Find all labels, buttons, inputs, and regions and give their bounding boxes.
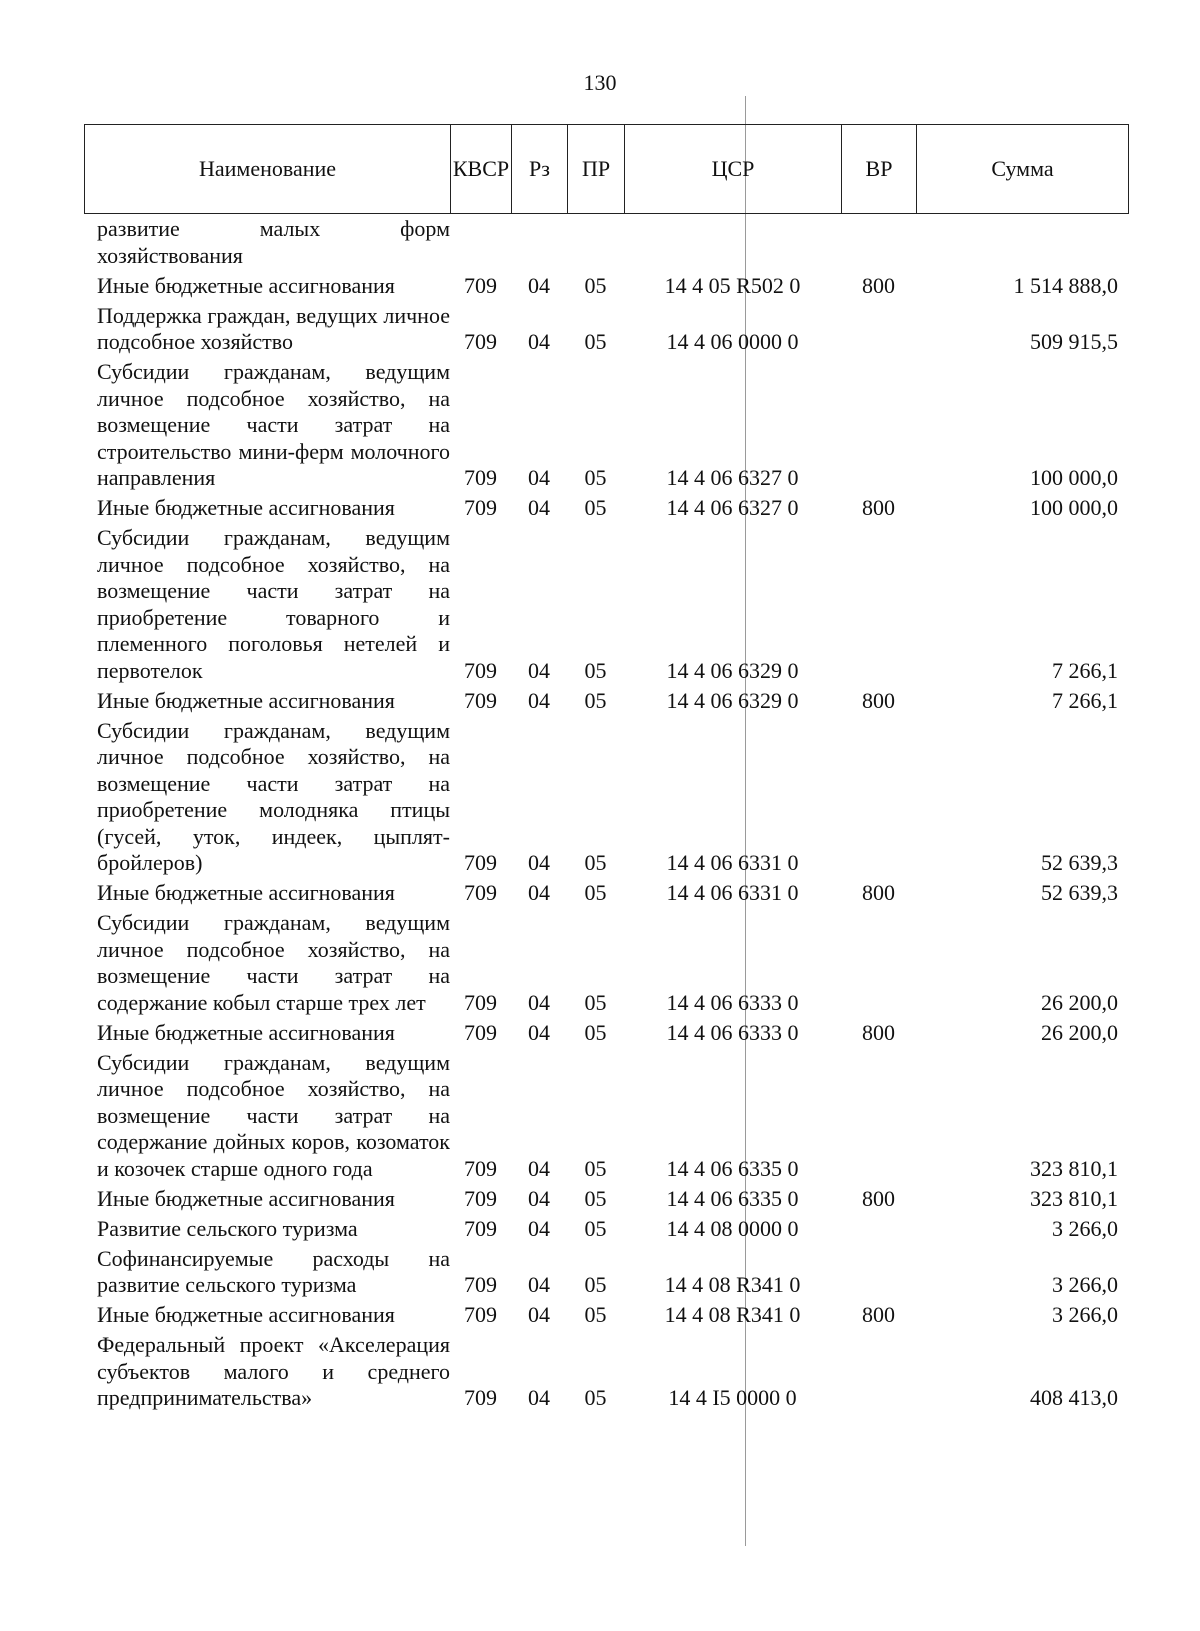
- table-row: [84, 1302, 1128, 1329]
- cell-name: Иные бюджетные ассигнования: [97, 1302, 395, 1327]
- cell-name: Субсидии гражданам, ведущим личное подсобное хозяйство, на возмещение части затрат на приобретение молодняка птицы (гусей, уток, индеек, цыплят-бройлеров): [97, 717, 450, 875]
- table-row: [84, 1246, 1128, 1299]
- cell-name: Развитие сельского туризма: [97, 1215, 358, 1241]
- cell-pr: 05: [584, 880, 607, 905]
- cell-rz: 04: [528, 687, 550, 713]
- cell-rz: 04: [528, 1385, 550, 1410]
- column-header-rz: Рз: [512, 125, 568, 214]
- cell-name: Иные бюджетные ассигнования: [97, 1185, 395, 1211]
- cell-csr: 14 4 08 R341 0: [664, 1302, 801, 1327]
- cell-kvsr: 709: [464, 687, 497, 713]
- cell-sum: 3 266,0: [1052, 1272, 1118, 1297]
- cell-kvsr: 709: [464, 465, 497, 490]
- cell-sum: 3 266,0: [1052, 1302, 1118, 1327]
- cell-pr: 05: [584, 465, 607, 490]
- cell-sum: 52 639,3: [1041, 880, 1118, 905]
- cell-pr: 05: [584, 1272, 607, 1297]
- cell-rz: 04: [528, 1155, 550, 1181]
- cell-pr: 05: [584, 1215, 607, 1241]
- cell-csr: 14 4 I5 0000 0: [668, 1385, 797, 1410]
- cell-csr: 14 4 08 0000 0: [666, 1215, 799, 1241]
- cell-vr: 800: [862, 272, 895, 298]
- table-row: [84, 359, 1128, 492]
- cell-kvsr: 709: [464, 989, 497, 1015]
- table-row: [84, 910, 1128, 1016]
- cell-name: Иные бюджетные ассигнования: [97, 1019, 395, 1045]
- cell-kvsr: 709: [464, 495, 497, 520]
- cell-sum: 26 200,0: [1041, 1019, 1118, 1045]
- table-row: [84, 1050, 1128, 1183]
- table-row: [84, 880, 1128, 907]
- cell-kvsr: 709: [464, 1215, 497, 1241]
- cell-rz: 04: [528, 329, 550, 354]
- cell-sum: 26 200,0: [1041, 989, 1118, 1015]
- cell-sum: 1 514 888,0: [1013, 272, 1118, 298]
- cell-name: Субсидии гражданам, ведущим личное подсобное хозяйство, на возмещение части затрат на строительство мини-ферм молочного направления: [97, 359, 450, 490]
- table-row: [84, 525, 1128, 684]
- cell-kvsr: 709: [464, 880, 497, 905]
- cell-csr: 14 4 06 6329 0: [666, 687, 799, 713]
- cell-sum: 3 266,0: [1052, 1215, 1118, 1241]
- cell-pr: 05: [584, 272, 607, 298]
- cell-csr: 14 4 06 6333 0: [666, 1019, 799, 1045]
- cell-vr: 800: [862, 1302, 895, 1327]
- cell-rz: 04: [528, 880, 550, 905]
- cell-rz: 04: [528, 657, 550, 683]
- cell-name: Федеральный проект «Акселерация субъектов малого и среднего предпринимательства»: [97, 1332, 450, 1410]
- cell-pr: 05: [584, 687, 607, 713]
- table-row: [84, 1186, 1128, 1213]
- cell-rz: 04: [528, 272, 550, 298]
- cell-vr: 800: [862, 495, 895, 520]
- column-header-pr: ПР: [568, 125, 625, 214]
- cell-name: Субсидии гражданам, ведущим личное подсобное хозяйство, на возмещение части затрат на содержание кобыл старше трех лет: [97, 910, 450, 1015]
- cell-vr: 800: [862, 1019, 895, 1045]
- cell-name: Поддержка граждан, ведущих личное подсобное хозяйство: [97, 302, 450, 354]
- cell-sum: 100 000,0: [1030, 465, 1118, 490]
- cell-kvsr: 709: [464, 657, 497, 683]
- cell-csr: 14 4 05 R502 0: [664, 272, 801, 298]
- cell-csr: 14 4 06 6327 0: [666, 495, 799, 520]
- cell-pr: 05: [584, 850, 607, 875]
- cell-kvsr: 709: [464, 1185, 497, 1211]
- table-row: [84, 1332, 1128, 1412]
- cell-vr: 800: [862, 687, 895, 713]
- cell-kvsr: 709: [464, 1302, 497, 1327]
- cell-rz: 04: [528, 1215, 550, 1241]
- cell-pr: 05: [584, 495, 607, 520]
- cell-name: Иные бюджетные ассигнования: [97, 495, 395, 520]
- cell-vr: 800: [862, 880, 895, 905]
- cell-csr: 14 4 06 6327 0: [666, 465, 799, 490]
- cell-sum: 323 810,1: [1030, 1185, 1118, 1211]
- cell-csr: 14 4 06 6331 0: [666, 880, 799, 905]
- cell-name: Софинансируемые расходы на развитие сельского туризма: [97, 1245, 450, 1297]
- cell-rz: 04: [528, 1019, 550, 1045]
- cell-pr: 05: [584, 989, 607, 1015]
- cell-csr: 14 4 06 6333 0: [666, 989, 799, 1015]
- cell-name: Иные бюджетные ассигнования: [97, 272, 395, 298]
- cell-sum: 100 000,0: [1030, 495, 1118, 520]
- cell-sum: 323 810,1: [1030, 1155, 1118, 1181]
- cell-name: развитие малых форм хозяйствования: [97, 216, 450, 268]
- cell-kvsr: 709: [464, 1019, 497, 1045]
- column-header-name: Наименование: [85, 125, 451, 214]
- cell-kvsr: 709: [464, 850, 497, 875]
- cell-csr: 14 4 08 R341 0: [664, 1272, 801, 1297]
- table-row: [84, 718, 1128, 877]
- cell-name: Субсидии гражданам, ведущим личное подсобное хозяйство, на возмещение части затрат на содержание дойных коров, козоматок и козочек старше одного года: [97, 1049, 450, 1181]
- cell-rz: 04: [528, 989, 550, 1015]
- cell-pr: 05: [584, 1385, 607, 1410]
- cell-pr: 05: [584, 1019, 607, 1045]
- cell-vr: 800: [862, 1185, 895, 1211]
- cell-kvsr: 709: [464, 1155, 497, 1181]
- cell-name: Субсидии гражданам, ведущим личное подсобное хозяйство, на возмещение части затрат на приобретение товарного и племенного поголовья нетелей и первотелок: [97, 525, 450, 683]
- column-header-kvsr: КВСР: [451, 125, 512, 214]
- cell-rz: 04: [528, 1185, 550, 1211]
- cell-kvsr: 709: [464, 329, 497, 354]
- cell-kvsr: 709: [464, 1385, 497, 1410]
- cell-pr: 05: [584, 657, 607, 683]
- cell-pr: 05: [584, 1302, 607, 1327]
- table-row: [84, 1216, 1128, 1243]
- cell-pr: 05: [584, 1185, 607, 1211]
- table-header: [84, 124, 1129, 214]
- cell-sum: 408 413,0: [1030, 1385, 1118, 1410]
- cell-name: Иные бюджетные ассигнования: [97, 880, 395, 905]
- page-number: 130: [583, 70, 617, 95]
- cell-csr: 14 4 06 0000 0: [666, 329, 799, 354]
- cell-sum: 7 266,1: [1052, 687, 1118, 713]
- cell-csr: 14 4 06 6335 0: [666, 1155, 799, 1181]
- cell-sum: 52 639,3: [1041, 850, 1118, 875]
- cell-kvsr: 709: [464, 1272, 497, 1297]
- cell-csr: 14 4 06 6331 0: [666, 850, 799, 875]
- cell-sum: 509 915,5: [1030, 329, 1118, 354]
- cell-pr: 05: [584, 1155, 607, 1181]
- table-row: [84, 273, 1128, 300]
- column-header-sum: Сумма: [917, 125, 1129, 214]
- cell-pr: 05: [584, 329, 607, 354]
- cell-rz: 04: [528, 1302, 550, 1327]
- table-row: [84, 495, 1128, 522]
- cell-rz: 04: [528, 850, 550, 875]
- cell-sum: 7 266,1: [1052, 657, 1118, 683]
- table-row: [84, 216, 1128, 269]
- cell-kvsr: 709: [464, 272, 497, 298]
- cell-csr: 14 4 06 6335 0: [666, 1185, 799, 1211]
- cell-rz: 04: [528, 495, 550, 520]
- budget-table-body: [84, 216, 1128, 1415]
- table-row: [84, 1020, 1128, 1047]
- cell-name: Иные бюджетные ассигнования: [97, 687, 395, 713]
- column-header-csr: ЦСР: [625, 125, 842, 214]
- table-row: [84, 688, 1128, 715]
- cell-rz: 04: [528, 1272, 550, 1297]
- cell-csr: 14 4 06 6329 0: [666, 657, 799, 683]
- cell-rz: 04: [528, 465, 550, 490]
- column-header-vr: ВР: [842, 125, 917, 214]
- table-row: [84, 303, 1128, 356]
